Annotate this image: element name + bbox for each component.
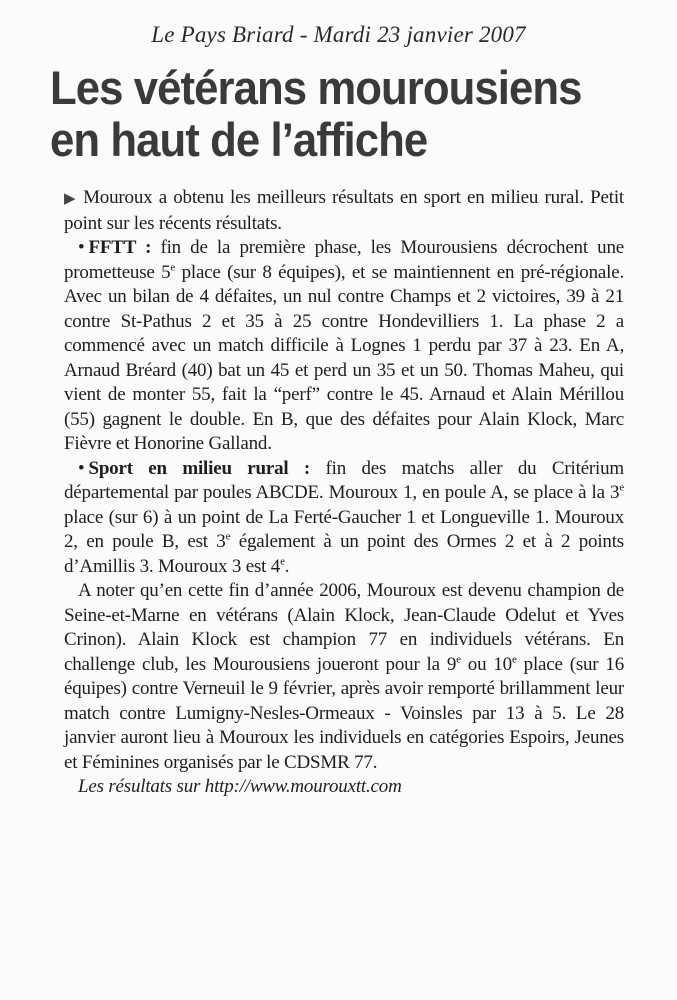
rural-superscript-2: e — [225, 530, 231, 543]
masthead: Le Pays Briard - Mardi 23 janvier 2007 — [151, 22, 526, 47]
fftt-paragraph — [64, 236, 624, 457]
note-superscript-2: e — [511, 653, 517, 666]
arrow-icon: ▶ — [64, 191, 78, 207]
article-body — [64, 186, 624, 800]
rural-text-3: également à un point des Ormes 2 et à 2 points d’Amillis 3. Mouroux 3 est 4 — [64, 531, 624, 577]
fftt-text-2: place (sur 8 équipes), et se maintiennent en pré-régionale. Avec un bilan de 4 défaites, un nul contre Champs et 2 victoires, 39 à 21 contre St-Pathus 2 et 35 à 25 contre Hondevilliers 1. La phase 2 a commencé avec un match difficile à Lognes 1 perdu par 37 à 23. En A, Arnaud Bréard (40) bat un 45 et perd un 35 et un 50. Thomas Maheu, qui vient de monter 55, fait la “perf” contre le 45. Arnaud et Alain Mérillou (55) gagnent le double. En B, que des défaites pour Alain Klock, Marc Fièvre et Honorine Galland. — [64, 261, 624, 454]
intro-paragraph — [64, 186, 624, 236]
intro-text: Mouroux a obtenu les meilleurs résultats en sport en milieu rural. Petit point sur les récents résultats. — [64, 187, 624, 234]
rural-text-2: place (sur 6) à un point de La Ferté-Gaucher 1 et Longueville 1. Mouroux 2, en poule B, est 3 — [64, 506, 624, 552]
rural-superscript-1: e — [619, 481, 624, 494]
rural-text-1: fin des matchs aller du Critérium départemental par poules ABCDE. Mouroux 1, en poule A, se place à la 3 — [64, 457, 625, 503]
headline — [50, 62, 608, 166]
note-superscript-1: e — [456, 653, 461, 666]
headline-line-1: Les vétérans mourousiens — [50, 61, 582, 114]
note-text-1: A noter qu’en cette fin d’année 2006, Mouroux est devenu champion de Seine-et-Marne en vétérans (Alain Klock, Jean-Claude Odelut et Yves Crinon). Alain Klock est champion 77 en individuels vétérans. En challenge club, les Mourousiens joueront pour la 9 — [64, 580, 624, 675]
rural-superscript-3: e — [280, 555, 285, 568]
fftt-superscript-1: e — [170, 261, 176, 274]
bullet-icon: • — [78, 457, 85, 479]
fftt-text-1: fin de la première phase, les Mourousiens décrochent une prometteuse 5 — [64, 237, 624, 283]
results-link-line: Les résultats sur http://www.mourouxtt.com — [78, 776, 402, 797]
headline-line-2: en haut de l’affiche — [50, 113, 428, 166]
rural-paragraph — [64, 457, 624, 580]
note-text-2: ou 10 — [460, 653, 512, 675]
rural-label: Sport en milieu rural : — [88, 457, 311, 479]
note-text-3: place (sur 16 équipes) contre Verneuil le 9 février, après avoir remporté brillamment leur match contre Lumigny-Nesles-Ormeaux - Voinsles par 13 à 5. Le 28 janvier auront lieu à Mouroux les individuels en catégories Espoirs, Jeunes et Féminines organisés par le CDSMR 77. — [64, 653, 625, 773]
rural-text-4: . — [284, 555, 290, 577]
bullet-icon: • — [78, 237, 85, 258]
note-paragraph — [64, 579, 624, 775]
fftt-label: FFTT : — [88, 237, 152, 258]
